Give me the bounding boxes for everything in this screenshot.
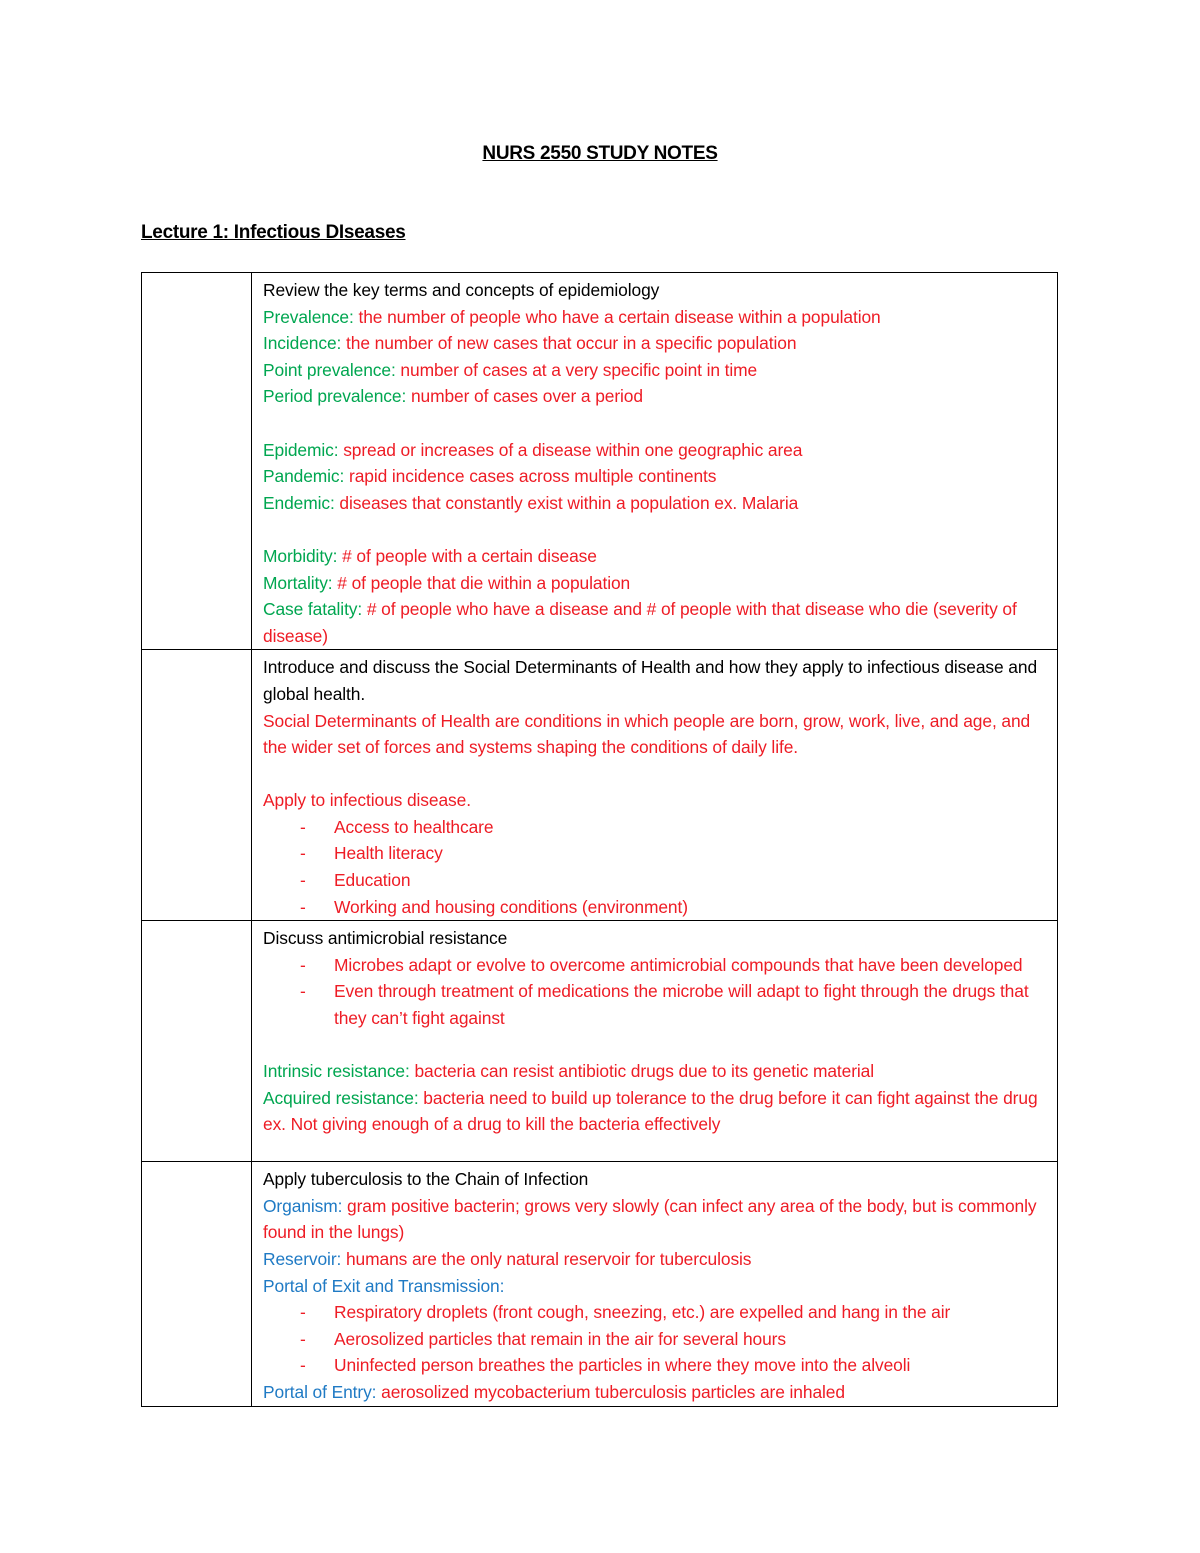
portal-exit-label: Portal of Exit and Transmission: xyxy=(263,1275,505,1296)
term-label: Epidemic: xyxy=(263,439,339,460)
list-item: - Uninfected person breathes the particles in where they move into the alveoli xyxy=(300,1355,911,1376)
empty-left-cell xyxy=(142,273,252,650)
list-item-text: Education xyxy=(334,870,411,891)
term-line xyxy=(263,357,1045,384)
term-line xyxy=(263,330,1045,357)
list-item-text: Health literacy xyxy=(334,843,443,864)
term-label: Pandemic: xyxy=(263,466,345,487)
list-item-text: Aerosolized particles that remain in the air for several hours xyxy=(334,1328,786,1349)
term-line xyxy=(263,490,1045,517)
apply-list xyxy=(263,814,1045,920)
notes-cell xyxy=(252,273,1058,650)
objective-text: Apply tuberculosis to the Chain of Infection xyxy=(263,1169,589,1190)
term-definition: diseases that constantly exist within a population ex. Malaria xyxy=(334,492,799,513)
list-item: - Education xyxy=(300,870,411,891)
term-label: Point prevalence: xyxy=(263,359,396,380)
term-line xyxy=(263,463,1045,490)
blank-line xyxy=(263,761,1045,788)
table-row-antimicrobial-resistance xyxy=(142,921,1058,1162)
term-definition: bacteria need to build up tolerance to the drug before it can fight against the drug ex. Not giving enough of a drug to kill the bacteria effectively xyxy=(263,1087,1038,1135)
term-definition: spread or increases of a disease within one geographic area xyxy=(338,439,803,460)
list-item: - Working and housing conditions (environment) xyxy=(300,896,688,917)
term-line xyxy=(263,543,1045,570)
term-line xyxy=(263,304,1045,331)
table-row-social-determinants xyxy=(142,650,1058,921)
term-label: Case fatality: xyxy=(263,599,363,620)
term-definition: number of cases at a very specific point in time xyxy=(395,359,758,380)
list-item-text: Access to healthcare xyxy=(334,816,494,837)
notes-cell xyxy=(252,1162,1058,1406)
term-line xyxy=(263,1193,1045,1246)
term-definition: bacteria can resist antibiotic drugs due to its genetic material xyxy=(409,1061,875,1082)
list-item: - Respiratory droplets (front cough, sneezing, etc.) are expelled and hang in the air xyxy=(300,1302,951,1323)
table-row-tuberculosis xyxy=(142,1162,1058,1406)
notes-table xyxy=(141,272,1058,1407)
blank-line xyxy=(263,516,1045,543)
term-definition: # of people with a certain disease xyxy=(337,545,597,566)
term-line xyxy=(263,570,1045,597)
term-line xyxy=(263,1379,1045,1406)
term-label: Morbidity: xyxy=(263,545,338,566)
term-definition: rapid incidence cases across multiple continents xyxy=(344,466,717,487)
list-item-text: Respiratory droplets (front cough, sneezing, etc.) are expelled and hang in the air xyxy=(334,1302,951,1323)
term-label: Mortality: xyxy=(263,572,333,593)
list-item-text: Uninfected person breathes the particles in where they move into the alveoli xyxy=(334,1355,911,1376)
term-line xyxy=(263,383,1045,410)
table-row-epidemiology xyxy=(142,273,1058,650)
notes-cell xyxy=(252,650,1058,921)
term-definition: the number of new cases that occur in a specific population xyxy=(341,333,797,354)
term-label: Reservoir: xyxy=(263,1249,342,1270)
term-definition: # of people who have a disease and # of people with that disease who die (severity of disease) xyxy=(263,599,1017,646)
exit-list xyxy=(263,1299,1045,1379)
empty-left-cell xyxy=(142,921,252,1162)
term-label: Endemic: xyxy=(263,492,335,513)
term-definition: # of people that die within a population xyxy=(332,572,631,593)
term-line xyxy=(263,1246,1045,1273)
list-item: - Access to healthcare xyxy=(300,816,494,837)
blank-line xyxy=(263,410,1045,437)
definition-text: Social Determinants of Health are conditions in which people are born, grow, work, live, and age, and the wider set of forces and systems shaping the conditions of daily life. xyxy=(263,710,1031,758)
objective-text: Review the key terms and concepts of epidemiology xyxy=(263,280,660,300)
empty-left-cell xyxy=(142,1162,252,1406)
term-line xyxy=(263,1058,1045,1085)
term-definition: aerosolized mycobacterium tuberculosis particles are inhaled xyxy=(376,1382,845,1402)
objective-text: Introduce and discuss the Social Determinants of Health and how they apply to infectious disease and global health. xyxy=(263,657,1038,704)
term-definition: humans are the only natural reservoir for tuberculosis xyxy=(341,1249,752,1270)
list-item: - Microbes adapt or evolve to overcome antimicrobial compounds that have been developed xyxy=(300,954,1023,975)
resistance-bullets xyxy=(263,952,1045,1032)
term-label: Acquired resistance: xyxy=(263,1087,419,1108)
term-label: Portal of Entry: xyxy=(263,1382,377,1402)
empty-left-cell xyxy=(142,650,252,921)
lecture-heading: Lecture 1: Infectious DIseases xyxy=(141,222,406,243)
term-label: Incidence: xyxy=(263,333,342,354)
objective-text: Discuss antimicrobial resistance xyxy=(263,928,508,949)
list-item: - Even through treatment of medications the microbe will adapt to fight through the drugs that they can’t fight against xyxy=(300,981,1029,1029)
term-definition: the number of people who have a certain disease within a population xyxy=(353,306,881,327)
term-line xyxy=(263,596,1045,649)
list-item: - Aerosolized particles that remain in the air for several hours xyxy=(300,1328,786,1349)
term-label: Organism: xyxy=(263,1195,343,1216)
term-line xyxy=(263,437,1045,464)
notes-cell xyxy=(252,921,1058,1162)
list-item: - Health literacy xyxy=(300,843,443,864)
term-label: Intrinsic resistance: xyxy=(263,1061,410,1082)
blank-line xyxy=(263,1032,1045,1059)
term-definition: number of cases over a period xyxy=(406,386,643,407)
list-item-text: Microbes adapt or evolve to overcome antimicrobial compounds that have been developed xyxy=(334,954,1023,975)
apply-heading: Apply to infectious disease. xyxy=(263,790,471,811)
term-label: Prevalence: xyxy=(263,306,354,327)
document-title: NURS 2550 STUDY NOTES xyxy=(482,143,718,164)
list-item-text: Even through treatment of medications the microbe will adapt to fight through the drugs that they can’t fight against xyxy=(334,981,1029,1029)
term-line xyxy=(263,1085,1045,1138)
term-definition: gram positive bacterin; grows very slowly (can infect any area of the body, but is commonly found in the lungs) xyxy=(263,1195,1037,1243)
list-item-text: Working and housing conditions (environment) xyxy=(334,896,688,917)
term-label: Period prevalence: xyxy=(263,386,407,407)
